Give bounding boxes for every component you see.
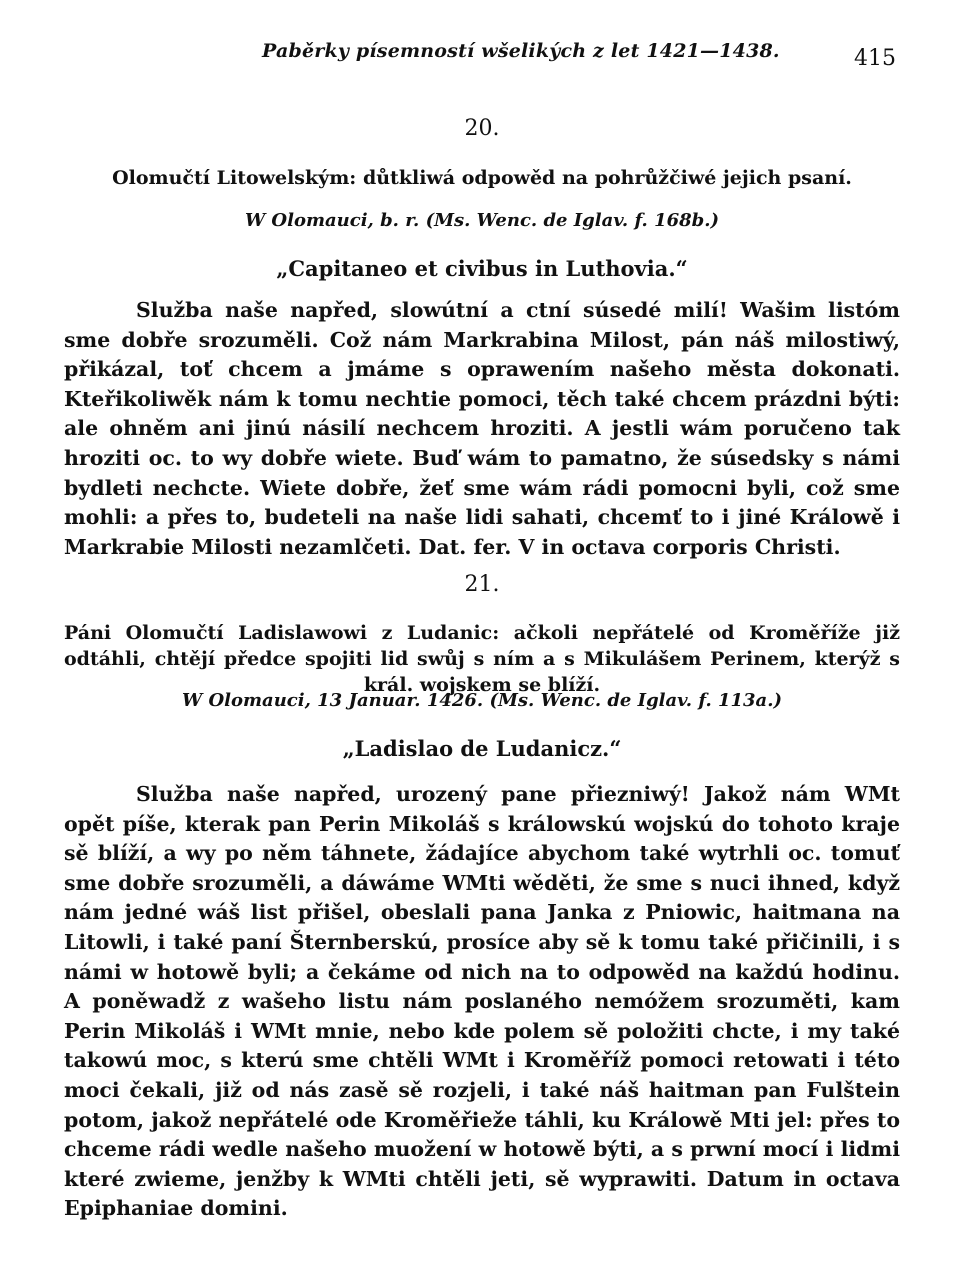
document-21-summary-block: [64, 620, 900, 698]
running-head: [0, 38, 960, 71]
document-20: [64, 116, 900, 141]
document-21-source-block: [64, 690, 900, 711]
document-address: „Capitaneo et civibus in Luthovia.“: [276, 256, 688, 281]
document-source: W Olomauci, 13 Januar. 1426. (Ms. Wenc. de Iglav. f. 113a.): [182, 690, 782, 711]
document-source: W Olomauci, b. r. (Ms. Wenc. de Iglav. f. 168b.): [244, 210, 720, 231]
document-20-source-block: [64, 210, 900, 231]
document-21-body-block: [64, 780, 900, 1224]
document-body: [64, 296, 900, 562]
document-20-summary-block: [64, 165, 900, 191]
document-number: 21.: [464, 572, 500, 597]
document-summary: Páni Olomučtí Ladislawowi z Ludanic: ačkoli nepřátelé od Kroměříže již odtáhli, chtějí předce spojiti lid swůj s ním a s Mikulášem Perinem, kterýž s král. wojskem se blíží.: [64, 622, 900, 696]
document-21: [64, 572, 900, 597]
document-body: [64, 780, 900, 1224]
document-21-address-block: [64, 736, 900, 761]
document-number: 20.: [464, 116, 500, 141]
document-summary: Olomučtí Litowelským: důtkliwá odpowěd na pohrůžčiwé jejich psaní.: [112, 167, 852, 189]
document-20-address-block: [64, 256, 900, 281]
document-20-body-block: [64, 296, 900, 562]
page-number: 415: [854, 46, 896, 71]
body-paragraph: Služba naše napřed, slowútní a ctní súsedé milí! Wašim listóm sme dobře srozuměli. Což nám Markrabina Milost, pán náš milostiwý, přikázal, toť chcem a jmáme s oprawením našeho města dokonati. Kteřikoliwěk nám k tomu nechtie pomoci, těch také chcem prázdni býti: ale ohněm ani jinú násilí nechcem hroziti. A jestli wám poručeno tak hroziti oc. to wy dobře wiete. Buď wám to pamatno, že súsedsky s námi bydleti nechcte. Wiete dobře, žeť sme wám rádi pomocni byli, což sme mohli: a přes to, budeteli na naše lidi sahati, chcemť to i jiné Králowě i Markrabie Milosti nezamlčeti. Dat. fer. V in octava corporis Christi.: [64, 298, 900, 559]
document-address: „Ladislao de Ludanicz.“: [342, 736, 622, 761]
body-paragraph: Služba naše napřed, urozený pane přiezniwý! Jakož nám WMt opět píše, kterak pan Perin Mikoláš s králowskú wojskú do tohoto kraje sě blíží, a wy po něm táhnete, žádajíce abychom také wytrhli oc. tomuť sme dobře srozuměli, a dáwáme WMti wěděti, že sme s nuci ihned, když nám jedné wáš list přišel, obeslali pana Janka z Pniowic, haitmana na Litowli, i také paní Šternberskú, prosíce aby sě k tomu také přičinili, i s námi w hotowě byli; a čekáme od nich na to odpowěd na každú hodinu. A poněwadž z wašeho listu nám poslaného nemóžem srozuměti, kam Perin Mikoláš i WMt mnie, nebo kde polem sě položiti chcte, i my také takowú moc, s kterú sme chtěli WMt i Kroměříž pomoci retowati i této moci čekali, již od nás zasě sě rozjeli, i také náš haitman pan Fulštein potom, jakož nepřátelé ode Kroměřieže táhli, ku Králowě Mti jel: přes to chceme rádi wedle našeho muožení w hotowě býti, a s prwní mocí i lidmi které zwieme, jenžby k WMti chtěli jeti, sě wyprawiti. Datum in octava Epiphaniae domini.: [64, 782, 900, 1221]
running-title: Paběrky písemností wšelikých z let 1421—1438.: [262, 40, 780, 62]
